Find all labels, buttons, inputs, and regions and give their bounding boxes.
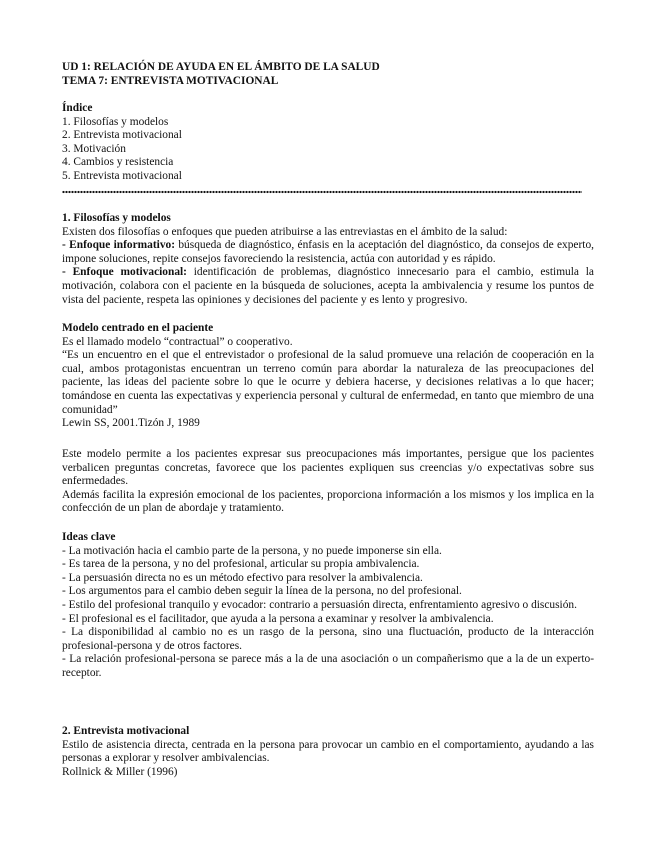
section2-text: Estilo de asistencia directa, centrada en la persona para provocar un cambio en el comportamiento, ayudando a las personas a explorar y resolver ambivalencias.: [62, 738, 594, 765]
approach-text: identificación de problemas, diagnóstico innecesario para el cambio, estimula la motivación, colabora con el paciente en la búsqueda de soluciones, acepta la ambivalencia y resume los puntos de vista del paciente, respeta las opiniones y decisiones del paciente y es lento y progresivo.: [62, 266, 594, 306]
index-item: 3. Motivación: [62, 142, 126, 155]
model-citation: Lewin SS, 2001.Tizón J, 1989: [62, 417, 200, 430]
approach-informative: [62, 239, 594, 266]
topic-title: TEMA 7: ENTREVISTA MOTIVACIONAL: [62, 74, 279, 87]
section-philosophies: [62, 212, 594, 307]
key-idea-item: - Es tarea de la persona, y no del profesional, articular su propia ambivalencia.: [62, 558, 420, 571]
index-title: Índice: [62, 102, 93, 114]
key-idea-item: - La disponibilidad al cambio no es un rasgo de la persona, sino una fluctuación, producto de la interacción profesional-persona y de otros factores.: [62, 626, 594, 652]
model-para-2: Además facilita la expresión emocional de los pacientes, proporciona información a los mismos y los implica en la confección de un plan de abordaje y tratamiento.: [62, 488, 594, 515]
key-idea-item: - Estilo del profesional tranquilo y evocador: contrario a persuasión directa, enfrentamiento agresivo o discusión.: [62, 598, 577, 611]
section-motivational-interview: [62, 725, 594, 779]
approach-text: búsqueda de diagnóstico, énfasis en la aceptación del diagnóstico, da consejos de experto, impone soluciones, repite consejos favoreciendo la resistencia, actúa con autoridad y es rápido.: [62, 239, 594, 265]
section-key-ideas: [62, 531, 594, 681]
section1-title: 1. Filosofías y modelos: [62, 212, 171, 224]
section2-title: 2. Entrevista motivacional: [62, 725, 190, 737]
index-item: 4. Cambios y resistencia: [62, 156, 174, 169]
approach-term: - Enfoque informativo:: [62, 239, 176, 252]
key-idea-item: - La relación profesional-persona se parece más a la de una asociación o un compañerismo que a la de un experto-receptor.: [62, 653, 594, 679]
key-idea-item: - Los argumentos para el cambio deben seguir la línea de la persona, no del profesional.: [62, 585, 462, 598]
index-item: 1. Filosofías y modelos: [62, 115, 169, 128]
key-idea-item: - La motivación hacia el cambio parte de la persona, y no puede imponerse sin ella.: [62, 544, 442, 557]
key-ideas-title: Ideas clave: [62, 531, 116, 543]
model-quote: “Es un encuentro en el que el entrevistador o profesional de la salud promueve una relación de cooperación en la cual, ambos protagonistas encuentran un terreno común para abordar la naturaleza de las preocupaciones del paciente, las ideas del paciente sobre lo que le ocurre y debiera hacerse, y decisiones relativas a lo que hacer; tomándose en cuenta las expectativas y experiencia personal y cultural de enfermedad, en tanto que miembro de una comunidad”: [62, 349, 594, 416]
index-item: 5. Entrevista motivacional: [62, 169, 182, 182]
section2-citation: Rollnick & Miller (1996): [62, 765, 178, 778]
unit-title: UD 1: RELACIÓN DE AYUDA EN EL ÁMBITO DE LA SALUD: [62, 61, 380, 73]
model-subtitle: Es el llamado modelo “contractual” o cooperativo.: [62, 335, 293, 348]
index-section: [62, 102, 594, 184]
index-item: 2. Entrevista motivacional: [62, 129, 182, 142]
model-description: [62, 448, 594, 516]
model-title: Modelo centrado en el paciente: [62, 322, 214, 334]
approach-term: - Enfoque motivacional:: [62, 266, 187, 279]
dotted-separator: [62, 189, 582, 195]
key-idea-item: - La persuasión directa no es un método efectivo para resolver la ambivalencia.: [62, 571, 423, 584]
document-header: [62, 61, 594, 88]
key-idea-item: - El profesional es el facilitador, que ayuda a la persona a examinar y resolver la ambivalencia.: [62, 612, 494, 625]
model-para-1: Este modelo permite a los pacientes expresar sus preocupaciones más importantes, persigue que los pacientes verbalicen preguntas concretas, favorece que los pacientes expliquen sus creencias y/o expectativas sobre sus enfermedades.: [62, 448, 594, 488]
section-patient-model: [62, 322, 594, 431]
section1-intro: Existen dos filosofías o enfoques que pueden atribuirse a las entreviastas en el ámbito de la salud:: [62, 225, 508, 238]
approach-motivational: [62, 266, 594, 307]
